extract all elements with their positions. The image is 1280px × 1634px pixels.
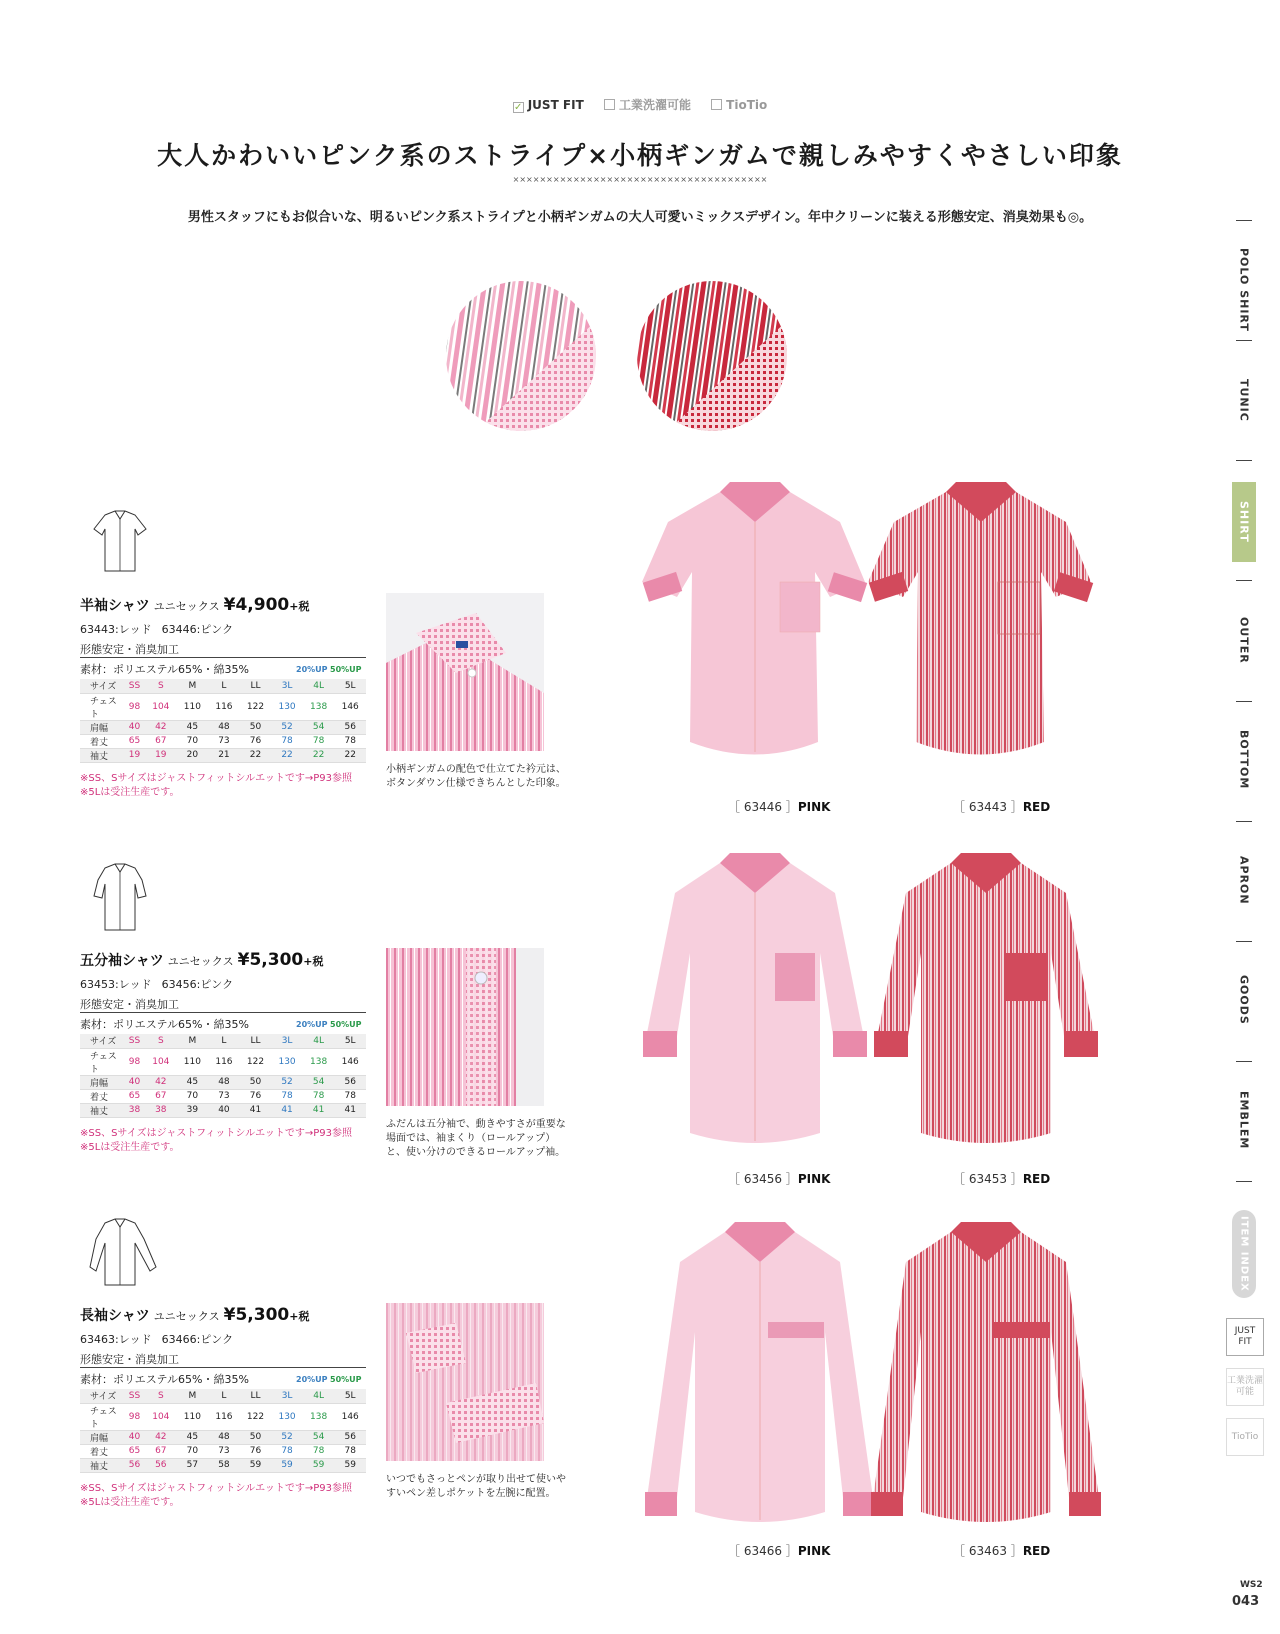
size-cell: 70	[177, 734, 209, 748]
product-title: 長袖シャツ ユニセックス ¥5,300+税	[80, 1305, 310, 1325]
page-headline: 大人かわいいピンク系のストライプ×小柄ギンガムで親しみやすくやさしい印象	[157, 141, 1123, 170]
size-cell: 59	[271, 1458, 303, 1472]
size-cell: 4L	[303, 679, 335, 693]
nav-divider	[1236, 340, 1252, 341]
size-row-label: チェスト	[80, 1403, 124, 1430]
nav-divider	[1236, 701, 1252, 702]
size-cell: 146	[334, 1403, 366, 1430]
fabric-swatch-red	[637, 281, 787, 431]
size-cell: 50	[240, 720, 272, 734]
size-cell: 52	[271, 1075, 303, 1089]
size-cell: 78	[271, 734, 303, 748]
size-cell: 42	[145, 1430, 177, 1444]
product-long-sleeve	[80, 1215, 570, 1525]
nav-item-index[interactable]: ITEM INDEX	[1232, 1210, 1256, 1298]
product-codes: 63443:レッド 63446:ピンク	[80, 623, 234, 636]
size-cell: 98	[124, 1048, 145, 1075]
size-cell: 20	[177, 748, 209, 762]
size-cell: 138	[303, 693, 335, 720]
side-box-industrial-wash[interactable]: 工業洗濯可能	[1226, 1368, 1264, 1406]
size-up-50: 50%UP	[330, 1375, 362, 1384]
size-header-row	[80, 1034, 366, 1048]
size-cell: 56	[334, 1430, 366, 1444]
size-cell: 45	[177, 1075, 209, 1089]
size-up-20: 20%UP	[296, 1020, 328, 1029]
product-title: 五分袖シャツ ユニセックス ¥5,300+税	[80, 950, 324, 970]
size-row-label: 肩幅	[80, 1075, 124, 1089]
intro-text: 男性スタッフにもお似合いな、明るいピンク系ストライプと小柄ギンガムの大人可愛いミックスデザイン。年中クリーンに装える形態安定、消臭効果も◎。	[187, 210, 1093, 225]
size-cell: 38	[145, 1103, 177, 1117]
photo-label: ［ 63466 ］PINK	[728, 1544, 831, 1558]
product-material: 素材：ポリエステル65%・綿35%	[80, 663, 249, 676]
size-cell: 22	[334, 748, 366, 762]
size-cell: 45	[177, 1430, 209, 1444]
table-row	[80, 748, 366, 762]
nav-divider	[1236, 941, 1252, 942]
nav-goods[interactable]: GOODS	[1237, 975, 1251, 1025]
size-cell: 58	[208, 1458, 240, 1472]
table-row	[80, 1403, 366, 1430]
size-cell: 39	[177, 1103, 209, 1117]
size-up-20: 20%UP	[296, 665, 328, 674]
size-cell: 59	[240, 1458, 272, 1472]
size-cell: 5L	[334, 1034, 366, 1048]
table-row	[80, 1430, 366, 1444]
tag-just-fit: ✓ JUST FIT	[514, 98, 584, 113]
table-row	[80, 1089, 366, 1103]
product-material: 素材：ポリエステル65%・綿35%	[80, 1373, 249, 1386]
size-cell: 78	[334, 734, 366, 748]
size-cell: 40	[208, 1103, 240, 1117]
size-cell: 21	[208, 748, 240, 762]
nav-tunic[interactable]: TUNIC	[1237, 378, 1251, 422]
nav-divider	[1236, 1061, 1252, 1062]
size-cell: 54	[303, 720, 335, 734]
size-cell: 138	[303, 1403, 335, 1430]
size-cell: LL	[240, 1034, 272, 1048]
nav-emblem[interactable]: EMBLEM	[1237, 1090, 1251, 1150]
size-table	[80, 1034, 366, 1118]
size-cell: LL	[240, 1389, 272, 1403]
nav-divider	[1236, 580, 1252, 581]
nav-divider	[1236, 220, 1252, 221]
size-cell: 130	[271, 1048, 303, 1075]
size-cell: 50	[240, 1430, 272, 1444]
size-cell: 67	[145, 734, 177, 748]
size-cell: 73	[208, 1089, 240, 1103]
size-cell: 41	[334, 1103, 366, 1117]
nav-polo-shirt[interactable]: POLO SHIRT	[1237, 248, 1251, 332]
feature-tags	[0, 96, 1280, 113]
size-row-label: 肩幅	[80, 720, 124, 734]
size-cell: 110	[177, 1048, 209, 1075]
material-divider	[80, 657, 366, 658]
size-cell: 4L	[303, 1034, 335, 1048]
page-number: 043	[1232, 1594, 1260, 1609]
size-cell: 73	[208, 1444, 240, 1458]
shirt-sketch-long-icon	[80, 1215, 160, 1295]
size-row-label: サイズ	[80, 1034, 124, 1048]
detail-photo-pen-pocket	[386, 1303, 544, 1461]
table-row	[80, 734, 366, 748]
size-cell: L	[208, 679, 240, 693]
product-codes: 63463:レッド 63466:ピンク	[80, 1333, 234, 1346]
size-table	[80, 679, 366, 763]
photo-label: ［ 63456 ］PINK	[728, 1172, 831, 1186]
table-row	[80, 1458, 366, 1472]
size-cell: SS	[124, 1034, 145, 1048]
size-cell: SS	[124, 679, 145, 693]
size-cell: 70	[177, 1444, 209, 1458]
material-divider	[80, 1367, 366, 1368]
size-cell: 67	[145, 1089, 177, 1103]
size-cell: M	[177, 679, 209, 693]
size-cell: 59	[303, 1458, 335, 1472]
product-function: 形態安定・消臭加工	[80, 643, 179, 656]
size-note: ※SS、Sサイズはジャストフィットシルエットです→P93参照	[80, 773, 353, 784]
size-cell: L	[208, 1034, 240, 1048]
size-row-label: チェスト	[80, 693, 124, 720]
size-cell: 116	[208, 693, 240, 720]
shirt-sketch-short-icon	[80, 505, 160, 585]
size-cell: 122	[240, 1048, 272, 1075]
size-header-row	[80, 1389, 366, 1403]
detail-photo-collar	[386, 593, 544, 751]
product-short-sleeve	[80, 505, 570, 815]
size-cell: 52	[271, 1430, 303, 1444]
size-cell: 110	[177, 1403, 209, 1430]
size-cell: 56	[334, 720, 366, 734]
size-cell: 52	[271, 720, 303, 734]
size-cell: 5L	[334, 679, 366, 693]
size-note: ※SS、Sサイズはジャストフィットシルエットです→P93参照	[80, 1483, 353, 1494]
size-cell: M	[177, 1034, 209, 1048]
size-cell: 19	[145, 748, 177, 762]
size-header-row	[80, 679, 366, 693]
photo-63456-pink	[635, 853, 875, 1153]
tag-tiotio: TioTio	[711, 98, 767, 112]
size-cell: 110	[177, 693, 209, 720]
size-cell: 45	[177, 720, 209, 734]
checkbox-checked-icon: ✓	[514, 102, 523, 113]
size-up-20: 20%UP	[296, 1375, 328, 1384]
size-cell: 116	[208, 1048, 240, 1075]
size-cell: 42	[145, 720, 177, 734]
brand-logo: WS2	[1240, 1580, 1263, 1590]
nav-apron[interactable]: APRON	[1237, 855, 1251, 905]
size-cell: 4L	[303, 1389, 335, 1403]
side-box-just-fit[interactable]: JUST FIT	[1226, 1318, 1264, 1356]
size-cell: 78	[271, 1444, 303, 1458]
table-row	[80, 1444, 366, 1458]
size-cell: 146	[334, 693, 366, 720]
size-cell: 146	[334, 1048, 366, 1075]
nav-bottom[interactable]: BOTTOM	[1237, 730, 1251, 790]
size-cell: 130	[271, 693, 303, 720]
size-cell: 76	[240, 1089, 272, 1103]
size-cell: 78	[303, 734, 335, 748]
detail-caption: 小柄ギンガムの配色で仕立てた衿元は、ボタンダウン仕様できちんとした印象。	[386, 764, 566, 789]
size-cell: 65	[124, 1089, 145, 1103]
size-cell: 5L	[334, 1389, 366, 1403]
size-cell: 57	[177, 1458, 209, 1472]
size-up-50: 50%UP	[330, 665, 362, 674]
photo-63443-red	[866, 482, 1106, 772]
table-row	[80, 720, 366, 734]
size-row-label: サイズ	[80, 679, 124, 693]
size-cell: 56	[145, 1458, 177, 1472]
size-cell: 56	[124, 1458, 145, 1472]
nav-divider	[1236, 821, 1252, 822]
size-cell: 56	[334, 1075, 366, 1089]
product-function: 形態安定・消臭加工	[80, 1353, 179, 1366]
product-half-sleeve	[80, 860, 570, 1170]
size-cell: 78	[271, 1089, 303, 1103]
size-cell: 116	[208, 1403, 240, 1430]
size-cell: 3L	[271, 1034, 303, 1048]
size-cell: 40	[124, 720, 145, 734]
size-cell: 42	[145, 1075, 177, 1089]
size-cell: 41	[271, 1103, 303, 1117]
size-cell: 78	[334, 1089, 366, 1103]
photo-63466-pink	[640, 1222, 880, 1532]
size-cell: 65	[124, 734, 145, 748]
size-up-50: 50%UP	[330, 1020, 362, 1029]
size-cell: 41	[240, 1103, 272, 1117]
table-row	[80, 1048, 366, 1075]
size-cell: 104	[145, 1048, 177, 1075]
size-cell: SS	[124, 1389, 145, 1403]
size-cell: 65	[124, 1444, 145, 1458]
detail-caption: ふだんは五分袖で、動きやすさが重要な場面では、袖まくり（ロールアップ）と、使い分けのできるロールアップ袖。	[386, 1119, 566, 1158]
size-cell: 50	[240, 1075, 272, 1089]
size-cell: 104	[145, 1403, 177, 1430]
shirt-sketch-half-icon	[80, 860, 160, 940]
size-cell: 38	[124, 1103, 145, 1117]
divider-ornament: ××××××××××××××××××××××××××××××××××××××	[512, 175, 768, 184]
fabric-swatch-pink	[446, 281, 596, 431]
table-row	[80, 1075, 366, 1089]
size-cell: 40	[124, 1430, 145, 1444]
size-cell: 130	[271, 1403, 303, 1430]
nav-shirt[interactable]: SHIRT	[1232, 482, 1256, 562]
size-cell: 48	[208, 1075, 240, 1089]
size-cell: 48	[208, 720, 240, 734]
size-cell: 98	[124, 1403, 145, 1430]
size-cell: 78	[334, 1444, 366, 1458]
photo-label: ［ 63446 ］PINK	[728, 800, 831, 814]
checkbox-icon	[604, 99, 615, 110]
size-cell: 70	[177, 1089, 209, 1103]
photo-label: ［ 63443 ］RED	[953, 800, 1051, 814]
detail-caption: いつでもさっとペンが取り出せて使いやすいペン差しポケットを左腕に配置。	[386, 1474, 566, 1499]
order-note: ※5Lは受注生産です。	[80, 787, 180, 798]
photo-63463-red	[866, 1222, 1106, 1532]
size-cell: 76	[240, 734, 272, 748]
checkbox-icon	[711, 99, 722, 110]
material-divider	[80, 1012, 366, 1013]
table-row	[80, 693, 366, 720]
detail-photo-sleeve	[386, 948, 544, 1106]
size-cell: 73	[208, 734, 240, 748]
size-row-label: 袖丈	[80, 1103, 124, 1117]
nav-divider	[1236, 460, 1252, 461]
size-cell: 138	[303, 1048, 335, 1075]
size-cell: 22	[271, 748, 303, 762]
tag-industrial-wash: 工業洗濯可能	[604, 96, 691, 113]
size-cell: 40	[124, 1075, 145, 1089]
photo-label: ［ 63453 ］RED	[953, 1172, 1051, 1186]
size-cell: 122	[240, 693, 272, 720]
size-cell: 48	[208, 1430, 240, 1444]
photo-63446-pink	[640, 482, 880, 772]
size-cell: S	[145, 679, 177, 693]
size-cell: 3L	[271, 679, 303, 693]
size-cell: 98	[124, 693, 145, 720]
order-note: ※5Lは受注生産です。	[80, 1142, 180, 1153]
table-row	[80, 1103, 366, 1117]
size-row-label: 着丈	[80, 734, 124, 748]
nav-divider	[1236, 1181, 1252, 1182]
size-cell: 122	[240, 1403, 272, 1430]
size-cell: L	[208, 1389, 240, 1403]
size-table	[80, 1389, 366, 1473]
product-title: 半袖シャツ ユニセックス ¥4,900+税	[80, 595, 310, 615]
photo-label: ［ 63463 ］RED	[953, 1544, 1051, 1558]
size-cell: 41	[303, 1103, 335, 1117]
size-cell: 3L	[271, 1389, 303, 1403]
size-cell: 67	[145, 1444, 177, 1458]
size-note: ※SS、Sサイズはジャストフィットシルエットです→P93参照	[80, 1128, 353, 1139]
side-box-tiotio[interactable]: TioTio	[1226, 1418, 1264, 1456]
product-function: 形態安定・消臭加工	[80, 998, 179, 1011]
size-row-label: 着丈	[80, 1089, 124, 1103]
size-row-label: 着丈	[80, 1444, 124, 1458]
size-cell: 19	[124, 748, 145, 762]
size-cell: 76	[240, 1444, 272, 1458]
size-row-label: サイズ	[80, 1389, 124, 1403]
size-cell: LL	[240, 679, 272, 693]
order-note: ※5Lは受注生産です。	[80, 1497, 180, 1508]
size-cell: S	[145, 1389, 177, 1403]
size-cell: 104	[145, 693, 177, 720]
size-cell: 59	[334, 1458, 366, 1472]
product-material: 素材：ポリエステル65%・綿35%	[80, 1018, 249, 1031]
size-cell: 22	[240, 748, 272, 762]
size-row-label: 袖丈	[80, 748, 124, 762]
nav-outer[interactable]: OUTER	[1237, 616, 1251, 664]
size-cell: M	[177, 1389, 209, 1403]
size-row-label: 袖丈	[80, 1458, 124, 1472]
size-cell: S	[145, 1034, 177, 1048]
size-row-label: チェスト	[80, 1048, 124, 1075]
size-cell: 78	[303, 1444, 335, 1458]
size-row-label: 肩幅	[80, 1430, 124, 1444]
size-cell: 54	[303, 1430, 335, 1444]
size-cell: 78	[303, 1089, 335, 1103]
photo-63453-red	[866, 853, 1106, 1153]
size-cell: 22	[303, 748, 335, 762]
product-codes: 63453:レッド 63456:ピンク	[80, 978, 234, 991]
size-cell: 54	[303, 1075, 335, 1089]
